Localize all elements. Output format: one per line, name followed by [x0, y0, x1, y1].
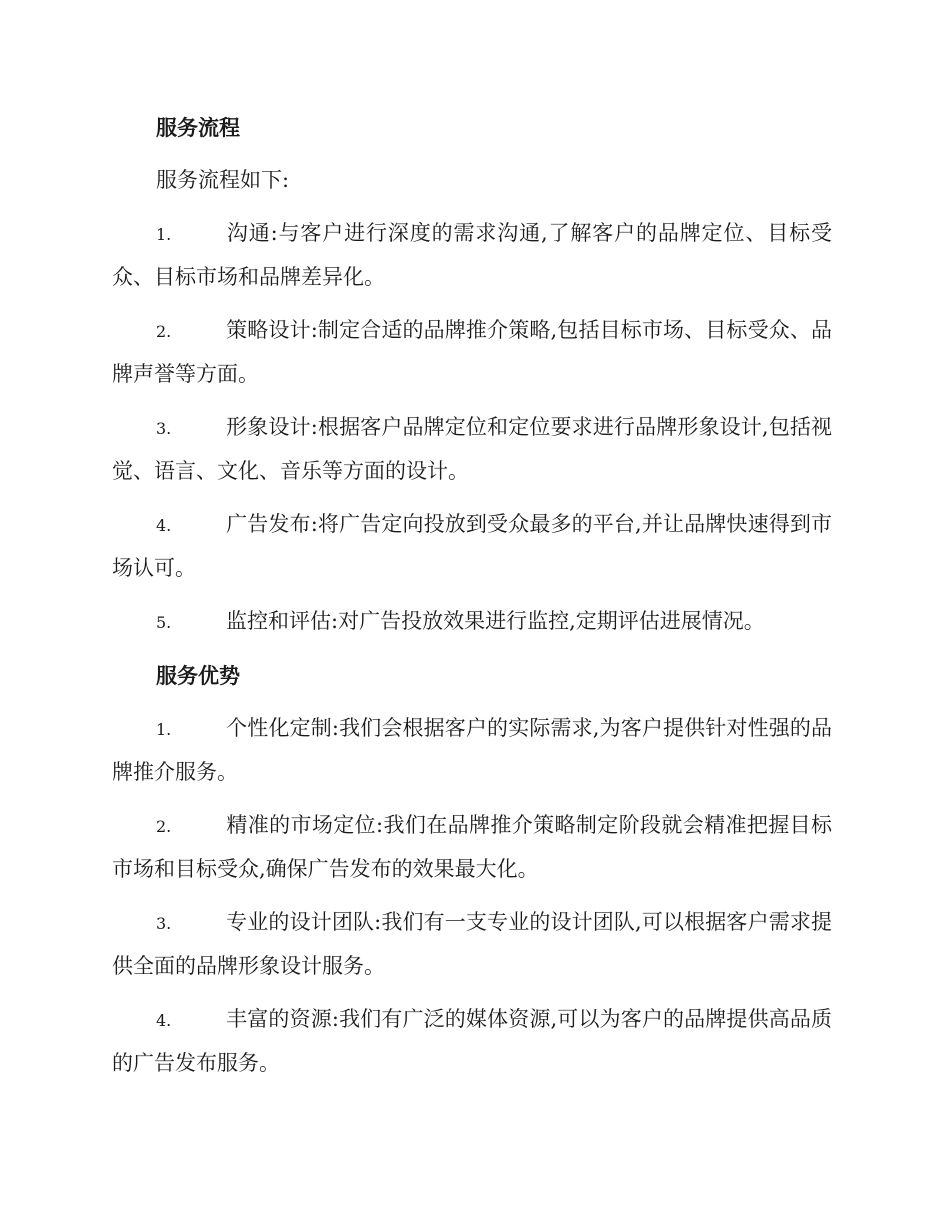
list-number: 4.: [156, 1011, 172, 1030]
process-item-3: [112, 406, 832, 493]
advantage-item-4: [112, 998, 832, 1085]
list-item-text: 广告发布:将广告定向投放到受众最多的平台,并让品牌快速得到市场认可。: [112, 512, 832, 580]
list-number: 2.: [156, 322, 172, 341]
list-item-text: 个性化定制:我们会根据客户的实际需求,为客户提供针对性强的品牌推介服务。: [112, 716, 832, 784]
list-item-text: 专业的设计团队:我们有一支专业的设计团队,可以根据客户需求提供全面的品牌形象设计服务。: [112, 910, 832, 978]
advantage-item-3: [112, 901, 832, 988]
process-item-4: [112, 503, 832, 590]
process-item-1: [112, 212, 832, 299]
section-heading-advantages: 服务优势: [156, 663, 240, 688]
list-item-text: 沟通:与客户进行深度的需求沟通,了解客户的品牌定位、目标受众、目标市场和品牌差异化。: [112, 221, 832, 289]
list-number: 5.: [156, 613, 172, 632]
list-number: 4.: [156, 516, 172, 535]
advantage-item-2: [112, 804, 832, 891]
advantage-item-1: [112, 707, 832, 794]
list-item-text: 丰富的资源:我们有广泛的媒体资源,可以为客户的品牌提供高品质的广告发布服务。: [112, 1007, 832, 1075]
list-number: 3.: [156, 419, 172, 438]
list-item-text: 形象设计:根据客户品牌定位和定位要求进行品牌形象设计,包括视觉、语言、文化、音乐等方面的设计。: [112, 415, 832, 483]
process-item-5: [112, 600, 832, 644]
list-number: 1.: [156, 720, 172, 739]
list-number: 1.: [156, 225, 172, 244]
list-item-text: 监控和评估:对广告投放效果进行监控,定期评估进展情况。: [226, 609, 765, 633]
list-number: 3.: [156, 914, 172, 933]
section-heading-process: 服务流程: [156, 115, 240, 140]
list-item-text: 精准的市场定位:我们在品牌推介策略制定阶段就会精准把握目标市场和目标受众,确保广告发布的效果最大化。: [112, 813, 832, 881]
list-number: 2.: [156, 817, 172, 836]
process-intro: 服务流程如下:: [156, 168, 290, 192]
list-item-text: 策略设计:制定合适的品牌推介策略,包括目标市场、目标受众、品牌声誉等方面。: [112, 318, 832, 386]
process-item-2: [112, 309, 832, 396]
